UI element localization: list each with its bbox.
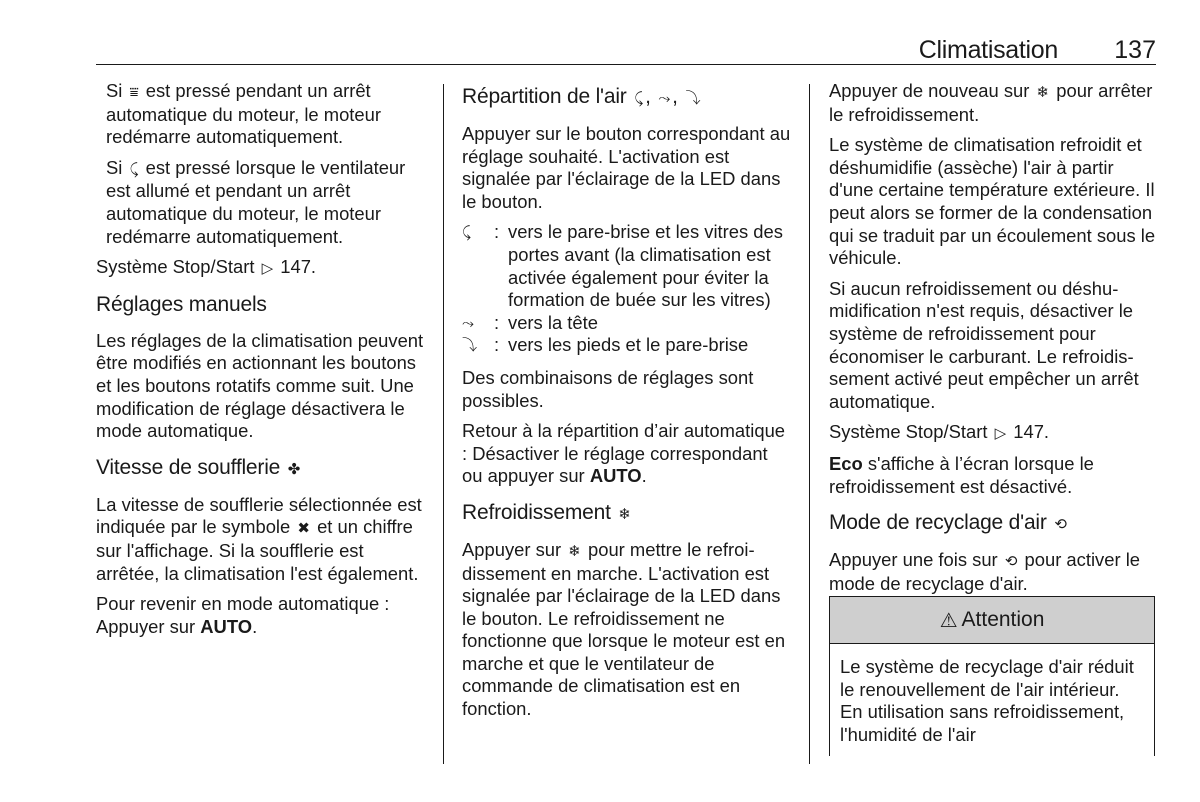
windscreen-air-icon: ⤹: [634, 89, 644, 107]
paragraph-air-distribution: Appuyer sur le bouton correspondant au réglage souhaité. L'activation est signalée par l'éclairage de la LED dans le bouton.: [462, 123, 791, 212]
paragraph-windscreen-stop: Si ⤹ est pressé lorsque le ventilateur est allumé et pendant un arrêt automatique du moteur, le moteur redémarre automatiquement.: [106, 156, 406, 247]
page-header: [96, 32, 1156, 64]
paragraph-defrost-stop: Si ⩸ est pressé pendant un arrêt automatique du moteur, le moteur redémarre automatiquement.: [106, 80, 381, 148]
defrost-icon: ⩸: [129, 83, 139, 101]
heading-cooling: Refroidissement ❄: [462, 500, 792, 527]
column-1: [96, 80, 426, 646]
section-title: Climatisation: [918, 36, 1058, 64]
attention-text: Le système de recyclage d'air réduit le renouvellement de l'air intérieur. En utilisation sans refroidissement, l'humidité de l'air: [829, 644, 1155, 756]
column-3: [829, 80, 1156, 603]
paragraph-fan-speed: La vitesse de soufflerie sélectionnée est indiquée par le symbole ✖ et un chiffre sur l'affichage. Si la soufflerie est arrêtée, la climatisation l'est également.: [96, 493, 422, 584]
fan-icon: ✤: [287, 459, 301, 478]
column-2: [462, 80, 792, 729]
paragraph-auto-return: Pour revenir en mode automatique : Appuyer sur AUTO.: [96, 593, 390, 637]
paragraph-cooling-off: Appuyer de nouveau sur ❄ pour arrêter le refroidissement.: [829, 80, 1153, 125]
column-divider-2: [809, 84, 810, 764]
paragraph-eco: Eco s'affiche à l’écran lorsque le refroidissement est désactivé.: [829, 452, 1094, 497]
feet-air-icon: ⤵: [462, 336, 478, 355]
auto-keyword: AUTO: [200, 615, 253, 637]
paragraph-cooling: Appuyer sur ❄ pour mettre le refroidissement en marche. L'activation est signalée par l'éclairage de la LED dans le bouton. Le refroidissement ne fonctionne que lorsque le moteur est en marche et que le ventilateur de commande de climatisation est en fonction.: [462, 538, 786, 720]
heading-fan-speed: Vitesse de soufflerie ✤: [96, 455, 426, 482]
head-air-icon: ⤳: [658, 89, 671, 107]
paragraph-combinations: Des combinaisons de réglages sont possibles.: [462, 366, 754, 411]
paragraph-stop-start-ref: Système Stop/Start ▷ 147.: [96, 256, 426, 280]
windscreen-air-icon: ⤹: [462, 223, 472, 242]
head-air-icon: ⤳: [462, 313, 475, 332]
list-item: ⤵ : vers les pieds et le pare-brise: [462, 334, 749, 356]
list-item: ⤹ : vers le pare-brise et les vitres des portes avant (la climatisation est activée également pour éviter la formation de buée sur les vitres): [462, 221, 783, 311]
column-divider-1: [443, 84, 444, 764]
paragraph-recirculation: Appuyer une fois sur ⟲ pour activer le mode de recyclage d'air.: [829, 549, 1141, 594]
paragraph-dehumidify: Le système de climatisation refroidit et déshumidifie (assèche) l'air à partir d'une certaine température extérieure. Il peut alors se former de la condensation qui se traduit par un écoulement sous le véhicule.: [829, 134, 1156, 269]
ac-snowflake-icon: ❄: [568, 541, 581, 560]
warning-triangle-icon: ⚠: [939, 608, 958, 632]
page-reference-icon: ▷: [261, 259, 274, 278]
ac-snowflake-icon: ❄: [618, 504, 631, 523]
heading-air-distribution: Répartition de l'air ⤹, ⤳, ⤵: [462, 84, 792, 111]
fan-symbol-icon: ✖: [297, 519, 310, 538]
ac-snowflake-icon: ❄: [1036, 83, 1050, 101]
paragraph-auto-distribution: Retour à la répartition d’air automatique : Désactiver le réglage correspondant ou appuyer sur AUTO.: [462, 420, 786, 487]
eco-keyword: Eco: [829, 452, 863, 474]
auto-keyword: AUTO: [589, 465, 642, 487]
heading-manual-settings: Réglages manuels: [96, 292, 267, 316]
paragraph-stop-start-ref: Système Stop/Start ▷ 147.: [829, 421, 1156, 445]
air-distribution-list: [462, 221, 792, 357]
feet-air-icon: ⤵: [685, 89, 701, 107]
page-number: 137: [1114, 36, 1156, 64]
attention-label: Attention: [961, 608, 1045, 631]
recirculation-icon: ⟲: [1054, 515, 1067, 534]
heading-recirculation: Mode de recyclage d'air ⟲: [829, 510, 1156, 537]
recirculation-icon: ⟲: [1004, 552, 1018, 571]
paragraph-save-fuel: Si aucun refroidissement ou déshumidification n'est requis, désactiver le système de refroidissement pour économiser le carburant. Le refroidissement activé peut empêcher un arrêt automatique.: [829, 277, 1139, 412]
paragraph-manual-settings: Les réglages de la climatisation peuvent être modifiés en actionnant les boutons et les boutons rotatifs comme suit. Une modification de réglage désactivera le mode automatique.: [96, 329, 424, 442]
attention-header: [829, 596, 1155, 644]
header-rule: [96, 64, 1156, 65]
attention-box: [829, 596, 1155, 756]
page-reference-icon: ▷: [994, 424, 1007, 443]
list-item: ⤳ : vers la tête: [462, 311, 598, 333]
windscreen-air-icon: ⤹: [129, 159, 139, 178]
